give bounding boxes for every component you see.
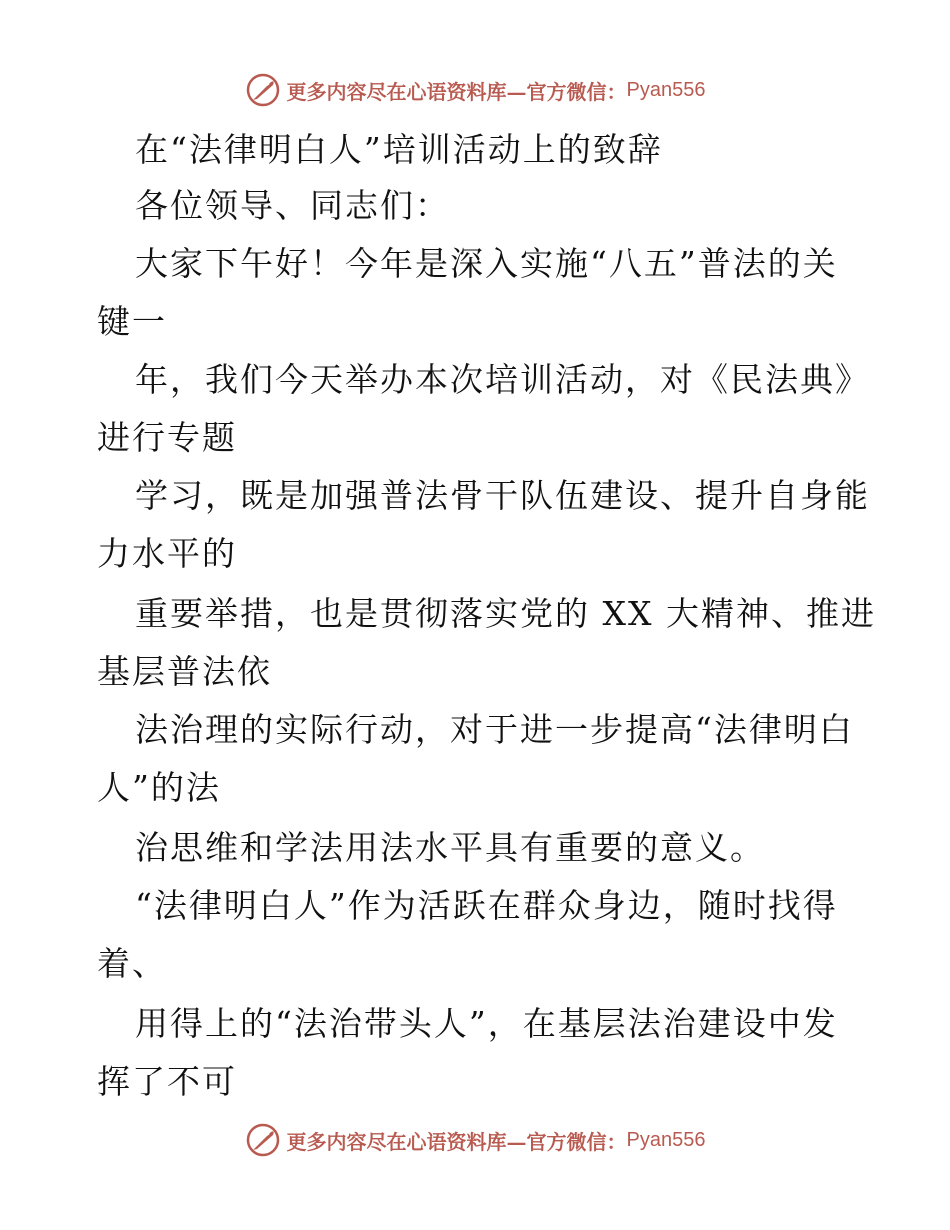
watermark-wechat-id: Pyan556 — [626, 78, 706, 101]
watermark-banner-top — [0, 68, 950, 112]
paragraph-line: 人”的法 — [97, 768, 221, 807]
paragraph-line: 进行专题 — [97, 418, 237, 457]
watermark-banner-bottom — [0, 1118, 950, 1162]
paragraph-line: 键一 — [97, 302, 167, 341]
watermark-wechat-id: Pyan556 — [626, 1128, 706, 1151]
paragraph-line: 年，我们今天举办本次培训活动，对《民法典》 — [135, 360, 870, 399]
watermark-text: 更多内容尽在心语资料库—官方微信： — [286, 1129, 627, 1154]
paragraph-line: 用得上的“法治带头人”，在基层法治建设中发 — [135, 1004, 838, 1043]
salutation: 各位领导、同志们： — [135, 186, 450, 225]
watermark-text: 更多内容尽在心语资料库—官方微信： — [286, 79, 627, 104]
feather-pen-logo-icon — [245, 1122, 281, 1158]
paragraph-line: 重要举措，也是贯彻落实党的 XX 大精神、推进 — [135, 594, 876, 633]
feather-pen-logo-icon — [245, 72, 281, 108]
paragraph-line: 大家下午好！今年是深入实施“八五”普法的关 — [135, 244, 838, 283]
document-title: 在“法律明白人”培训活动上的致辞 — [135, 130, 663, 169]
paragraph-line: 基层普法依 — [97, 652, 272, 691]
paragraph-line: 挥了不可 — [97, 1062, 237, 1101]
paragraph-line: 治思维和学法用法水平具有重要的意义。 — [135, 828, 765, 867]
paragraph-line: 学习，既是加强普法骨干队伍建设、提升自身能 — [135, 476, 870, 515]
paragraph-line: 法治理的实际行动，对于进一步提高“法律明白 — [135, 710, 854, 749]
paragraph-line: “法律明白人”作为活跃在群众身边，随时找得 — [135, 886, 838, 925]
paragraph-line: 着、 — [97, 944, 167, 983]
paragraph-line: 力水平的 — [97, 534, 237, 573]
